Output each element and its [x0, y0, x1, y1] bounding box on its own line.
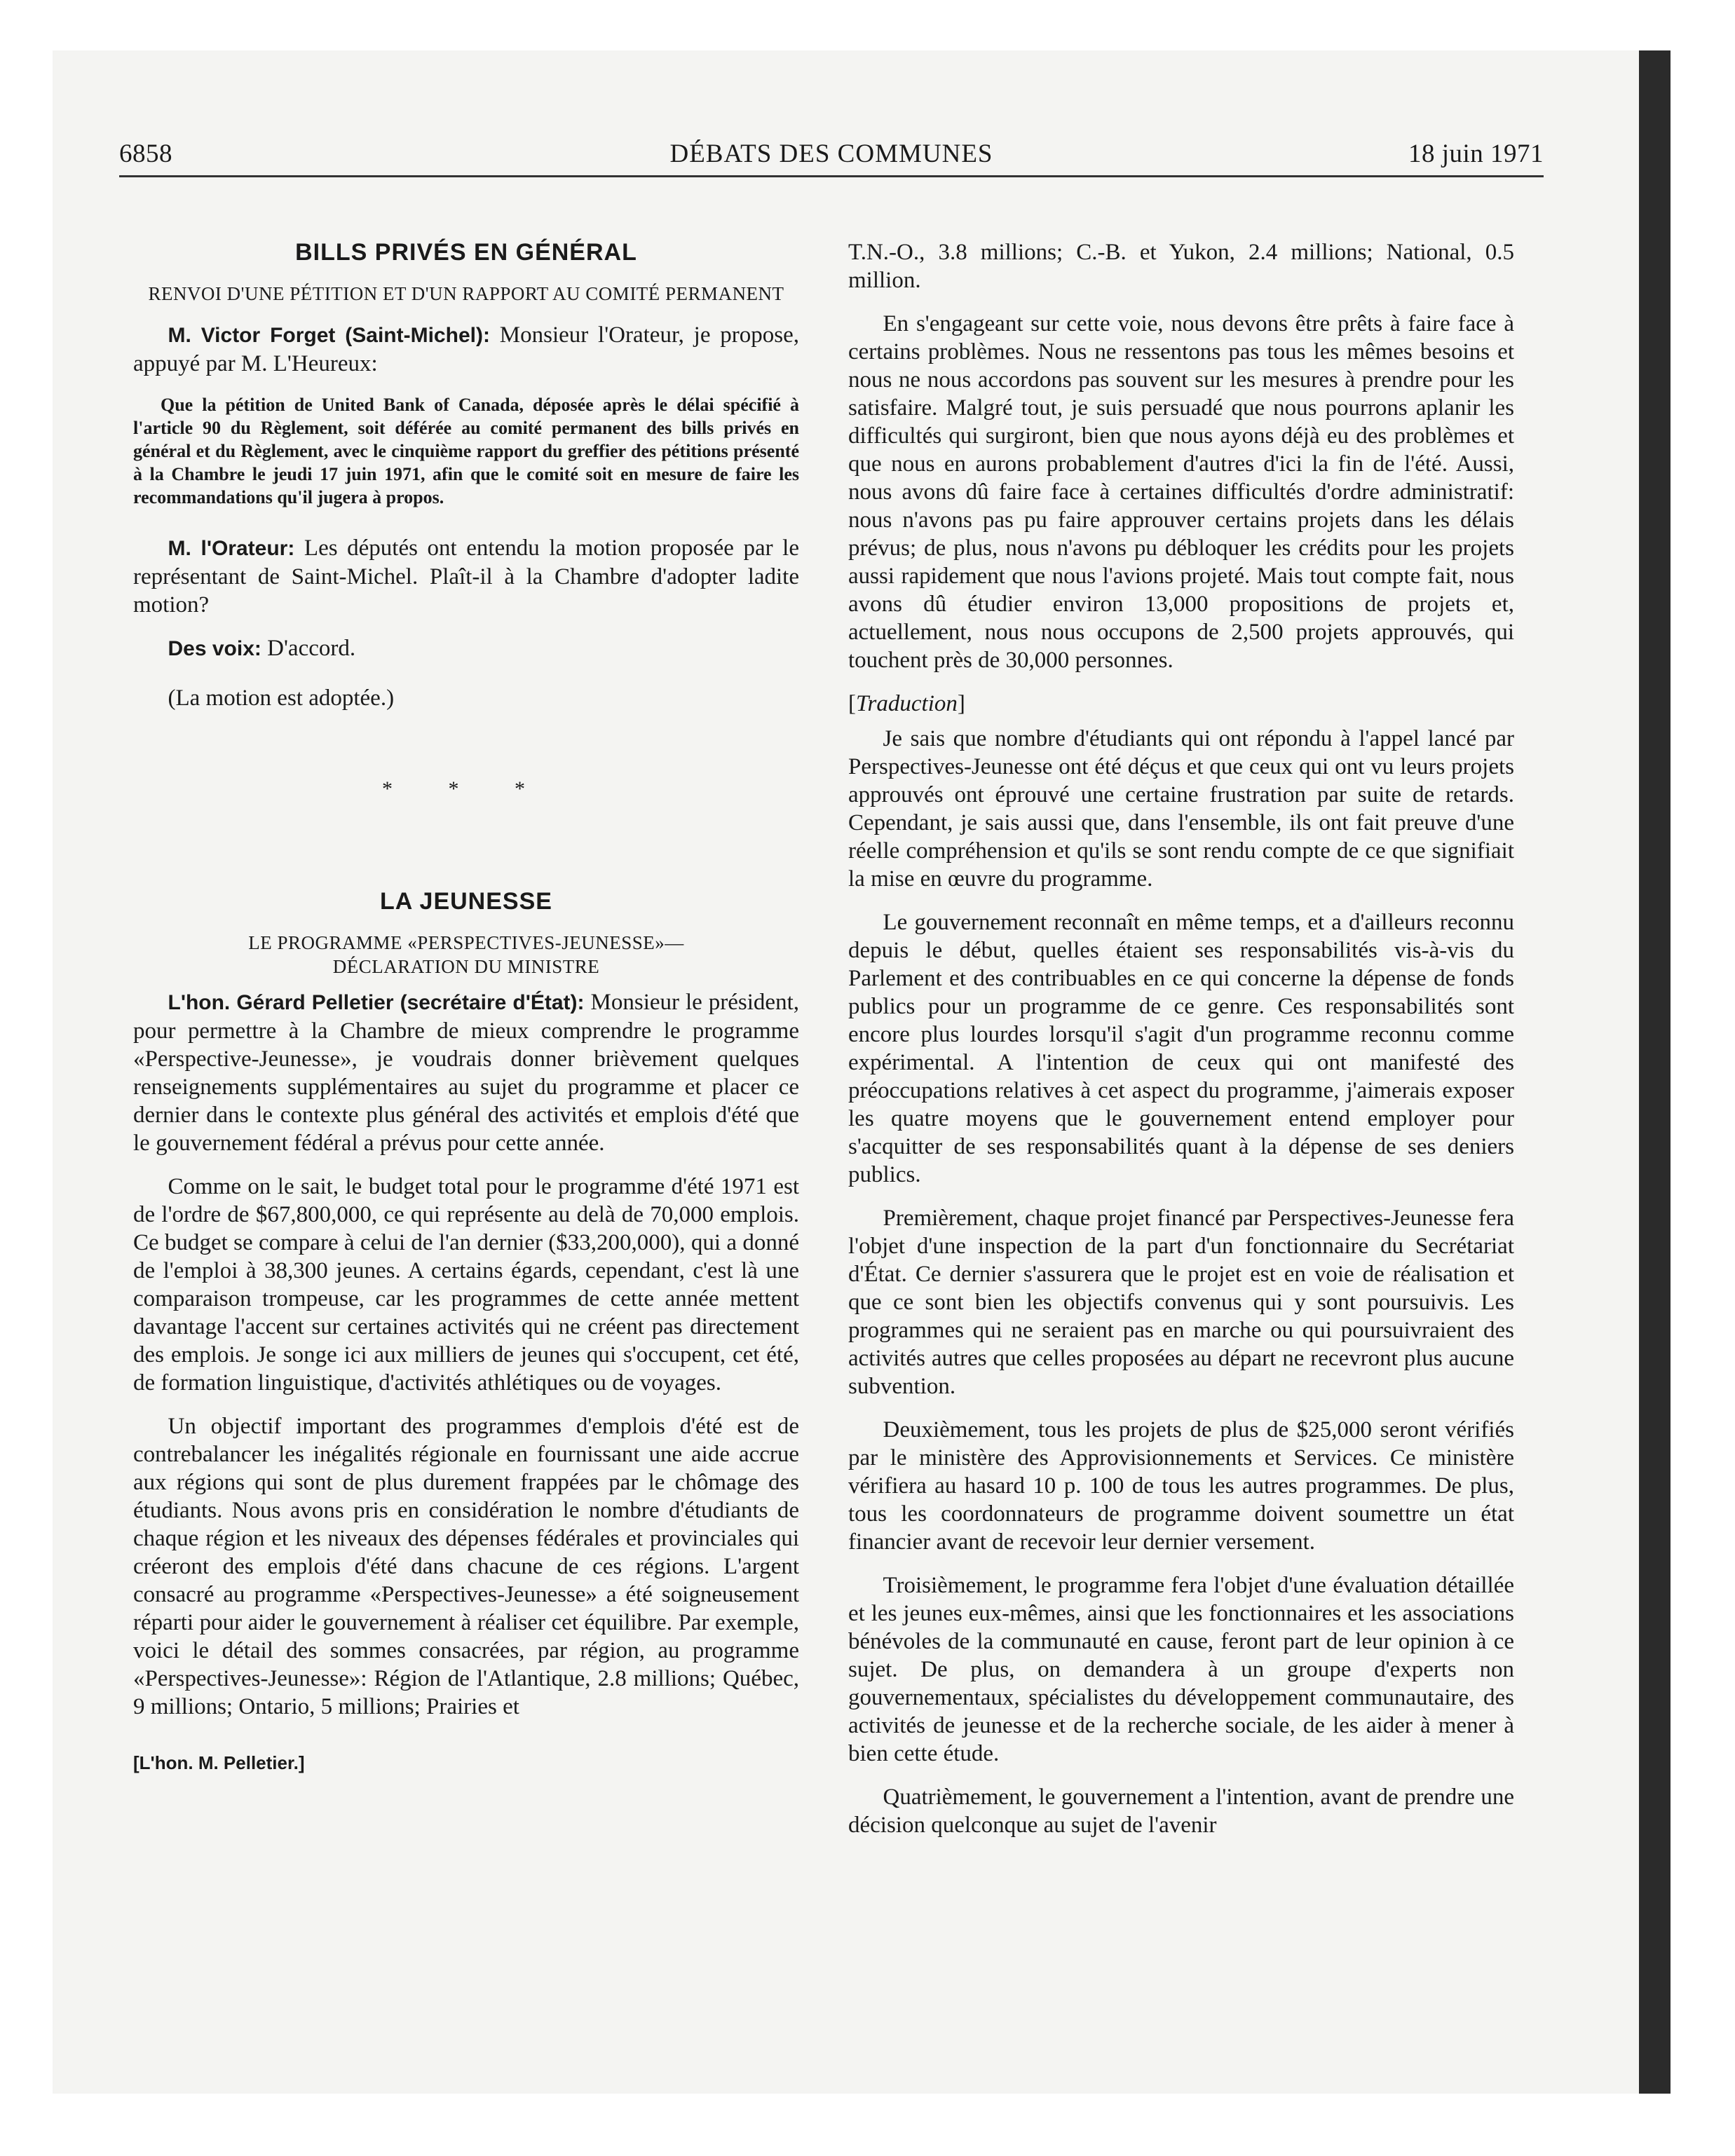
paragraph: Troisièmement, le programme fera l'objet d'une évaluation détaillée et les jeunes eux-mêmes, ainsi que les fonctionnaires et les associations bénévoles de la communauté en cause, feront part de leur opinion à ce sujet. De plus, on demandera à un groupe d'experts non gouvernementaux, spécialistes du développement communautaire, des activités de jeunesse et de la recherche sociale, de les aider à mener à bien cette étude. — [848, 1573, 1514, 1766]
translation-marker: [Traduction] — [848, 691, 965, 716]
speech-text: Monsieur le président, pour permettre à la Chambre de mieux comprendre le programme «Perspective-Jeunesse», je voudrais donner brièvement quelques renseignements supplémentaires au sujet du programme et placer ce dernier dans le contexte plus général des activités et emplois d'été que le gouvernement fédéral a prévus pour cette année. — [133, 990, 799, 1156]
section-title: LA JEUNESSE — [380, 888, 552, 915]
paragraph — [133, 634, 799, 663]
procedural-note: (La motion est adoptée.) — [168, 685, 395, 711]
paragraph: Comme on le sait, le budget total pour le programme d'été 1971 est de l'ordre de $67,800,000, ce qui représente au delà de 70,000 emplois. Ce budget se compare à celui de l'an dernier ($33,200,000), qui a donné de l'emploi à 38,300 jeunes. A certains égards, cependant, c'est là une comparaison trompeuse, car les programmes de cette année mettent davantage l'accent sur certaines activités qui ne créent pas directement des emplois. Je songe ici aux milliers de jeunes qui s'occupent, cet été, de formation linguistique, d'activités athlétiques ou de voyages. — [133, 1174, 799, 1396]
speaker-name: Des voix: — [168, 637, 261, 660]
speaker-footer: [L'hon. M. Pelletier.] — [133, 1752, 305, 1773]
paragraph: Je sais que nombre d'étudiants qui ont répondu à l'appel lancé par Perspectives-Jeunesse ont été déçus et que ceux qui ont vu leurs projets approuvés ont éprouvé une certaine frustration par suite de retards. Cependant, je sais aussi que, dans l'ensemble, ils ont fait preuve d'une réelle compréhension et qu'ils se sont rendu compte de ce que signifiait la mise en œuvre du programme. — [848, 726, 1514, 892]
speech-text: Monsieur l'Orateur, je propose, appuyé par M. L'Heureux: — [133, 322, 800, 376]
left-column — [133, 238, 799, 1777]
paragraph — [133, 534, 799, 619]
right-column — [848, 238, 1514, 1839]
page-header — [119, 139, 1544, 181]
paragraph: Premièrement, chaque projet financé par Perspectives-Jeunesse fera l'objet d'une inspection de la part d'un fonctionnaire du Secrétariat d'État. Ce dernier s'assurera que le projet est en voie de réalisation et que ce sont bien les objectifs convenus qui y sont poursuivis. Les programmes qui ne seraient pas en marche ou qui poursuivraient des activités autres que celles proposées au départ ne recevront plus aucune subvention. — [848, 1206, 1514, 1399]
paragraph — [133, 988, 799, 1157]
paragraph: Un objectif important des programmes d'emplois d'été est de contrebalancer les inégalités régionale en fournissant une aide accrue aux régions qui sont de plus durement frappées par le chômage des étudiants. Nous avons pris en considération le nombre d'étudiants de chaque région et les niveaux des dépenses fédérales et provinciales qui créeront des emplois d'été dans chacune de ces régions. L'argent consacré au programme «Perspectives-Jeunesse» a été soigneusement réparti pour aider le gouvernement à réaliser cet équilibre. Par exemple, voici le détail des sommes consacrées, par région, au programme «Perspectives-Jeunesse»: Région de l'Atlantique, 2.8 millions; Québec, 9 millions; Ontario, 5 millions; Prairies et — [133, 1414, 799, 1719]
scan-edge-bar — [1639, 50, 1671, 2094]
speaker-name: M. l'Orateur: — [168, 537, 295, 560]
motion-text: Que la pétition de United Bank of Canada, déposée après le délai spécifié à l'article 90 du Règlement, soit déférée au comité permanent des bills privés en général et du Règlement, avec le cinquième rapport du greffier des pétitions présenté à la Chambre le jeudi 17 juin 1971, afin que le comité soit en mesure de faire les recommandations qu'il jugera à propos. — [133, 395, 799, 507]
subtitle-line: DÉCLARATION DU MINISTRE — [332, 956, 600, 977]
paragraph: Le gouvernement reconnaît en même temps, et a d'ailleurs reconnu depuis le début, quelles étaient ses responsabilités vis-à-vis du Parlement et des contribuables en ce qui concerne la dépense de fonds publics pour un programme de ce genre. Ces responsabilités sont encore plus lourdes lorsqu'il s'agit d'un programme reconnu comme expérimental. A l'intention de ceux qui ont manifesté des préoccupations relatives à cet aspect du programme, j'aimerais exposer les quatre moyens que le gouvernement entend employer pour s'acquitter de ses responsabilités quant à la dépense de ses deniers publics. — [848, 910, 1514, 1187]
speech-text: D'accord. — [267, 636, 356, 661]
speaker-name: M. Victor Forget (Saint-Michel): — [168, 324, 490, 347]
header-rule — [119, 175, 1544, 177]
section-subtitle — [133, 931, 799, 978]
paragraph: T.N.-O., 3.8 millions; C.-B. et Yukon, 2.4 millions; National, 0.5 million. — [848, 240, 1514, 293]
speaker-name: L'hon. Gérard Pelletier (secrétaire d'État): — [168, 991, 585, 1014]
paragraph: Deuxièmement, tous les projets de plus de $25,000 seront vérifiés par le ministère des Approvisionnements et Services. Ce ministère vérifiera au hasard 10 p. 100 de tous les autres programmes. De plus, tous les coordonnateurs de programme doivent soumettre un état financier avant de recevoir leur dernier versement. — [848, 1417, 1514, 1555]
paragraph: Quatrièmement, le gouvernement a l'intention, avant de prendre une décision quelconque au sujet de l'avenir — [848, 1785, 1514, 1838]
paragraph — [133, 321, 799, 378]
translation-label: Traduction — [856, 691, 958, 716]
subtitle-line: LE PROGRAMME «PERSPECTIVES-JEUNESSE»— — [248, 932, 684, 953]
page-title: DÉBATS DES COMMUNES — [669, 139, 993, 168]
paragraph: En s'engageant sur cette voie, nous devons être prêts à faire face à certains problèmes. Nous ne ressentons pas tous les mêmes besoins et nous ne nous accordons pas souvent sur les mesures à prendre pour les satisfaire. Malgré tout, je suis persuadé que nous pourrons aplanir les difficultés qui surgiront, bien que nous ayons déjà eu des problèmes et que nous en aurons probablement d'autres d'ici la fin de l'été. Aussi, nous avons dû faire face à certaines difficultés d'ordre administratif: nous n'avons pas pu faire approuver certains projets dans les délais prévus; de plus, nous n'avons pu débloquer les crédits pour les projets aussi rapidement que nous l'avions projeté. Mais tout compte fait, nous avons dû étudier environ 13,000 propositions de projets et, actuellement, nous nous occupons de 2,500 projets approuvés, qui touchent près de 30,000 personnes. — [848, 311, 1514, 673]
section-title: BILLS PRIVÉS EN GÉNÉRAL — [295, 239, 637, 266]
section-separator: * * * — [382, 777, 550, 800]
page-date: 18 juin 1971 — [1408, 139, 1544, 168]
section-subtitle: RENVOI D'UNE PÉTITION ET D'UN RAPPORT AU COMITÉ PERMANENT — [148, 283, 784, 304]
speech-text: Les députés ont entendu la motion proposée par le représentant de Saint-Michel. Plaît-il à la Chambre d'adopter ladite motion? — [133, 535, 799, 618]
page-number: 6858 — [119, 139, 172, 168]
